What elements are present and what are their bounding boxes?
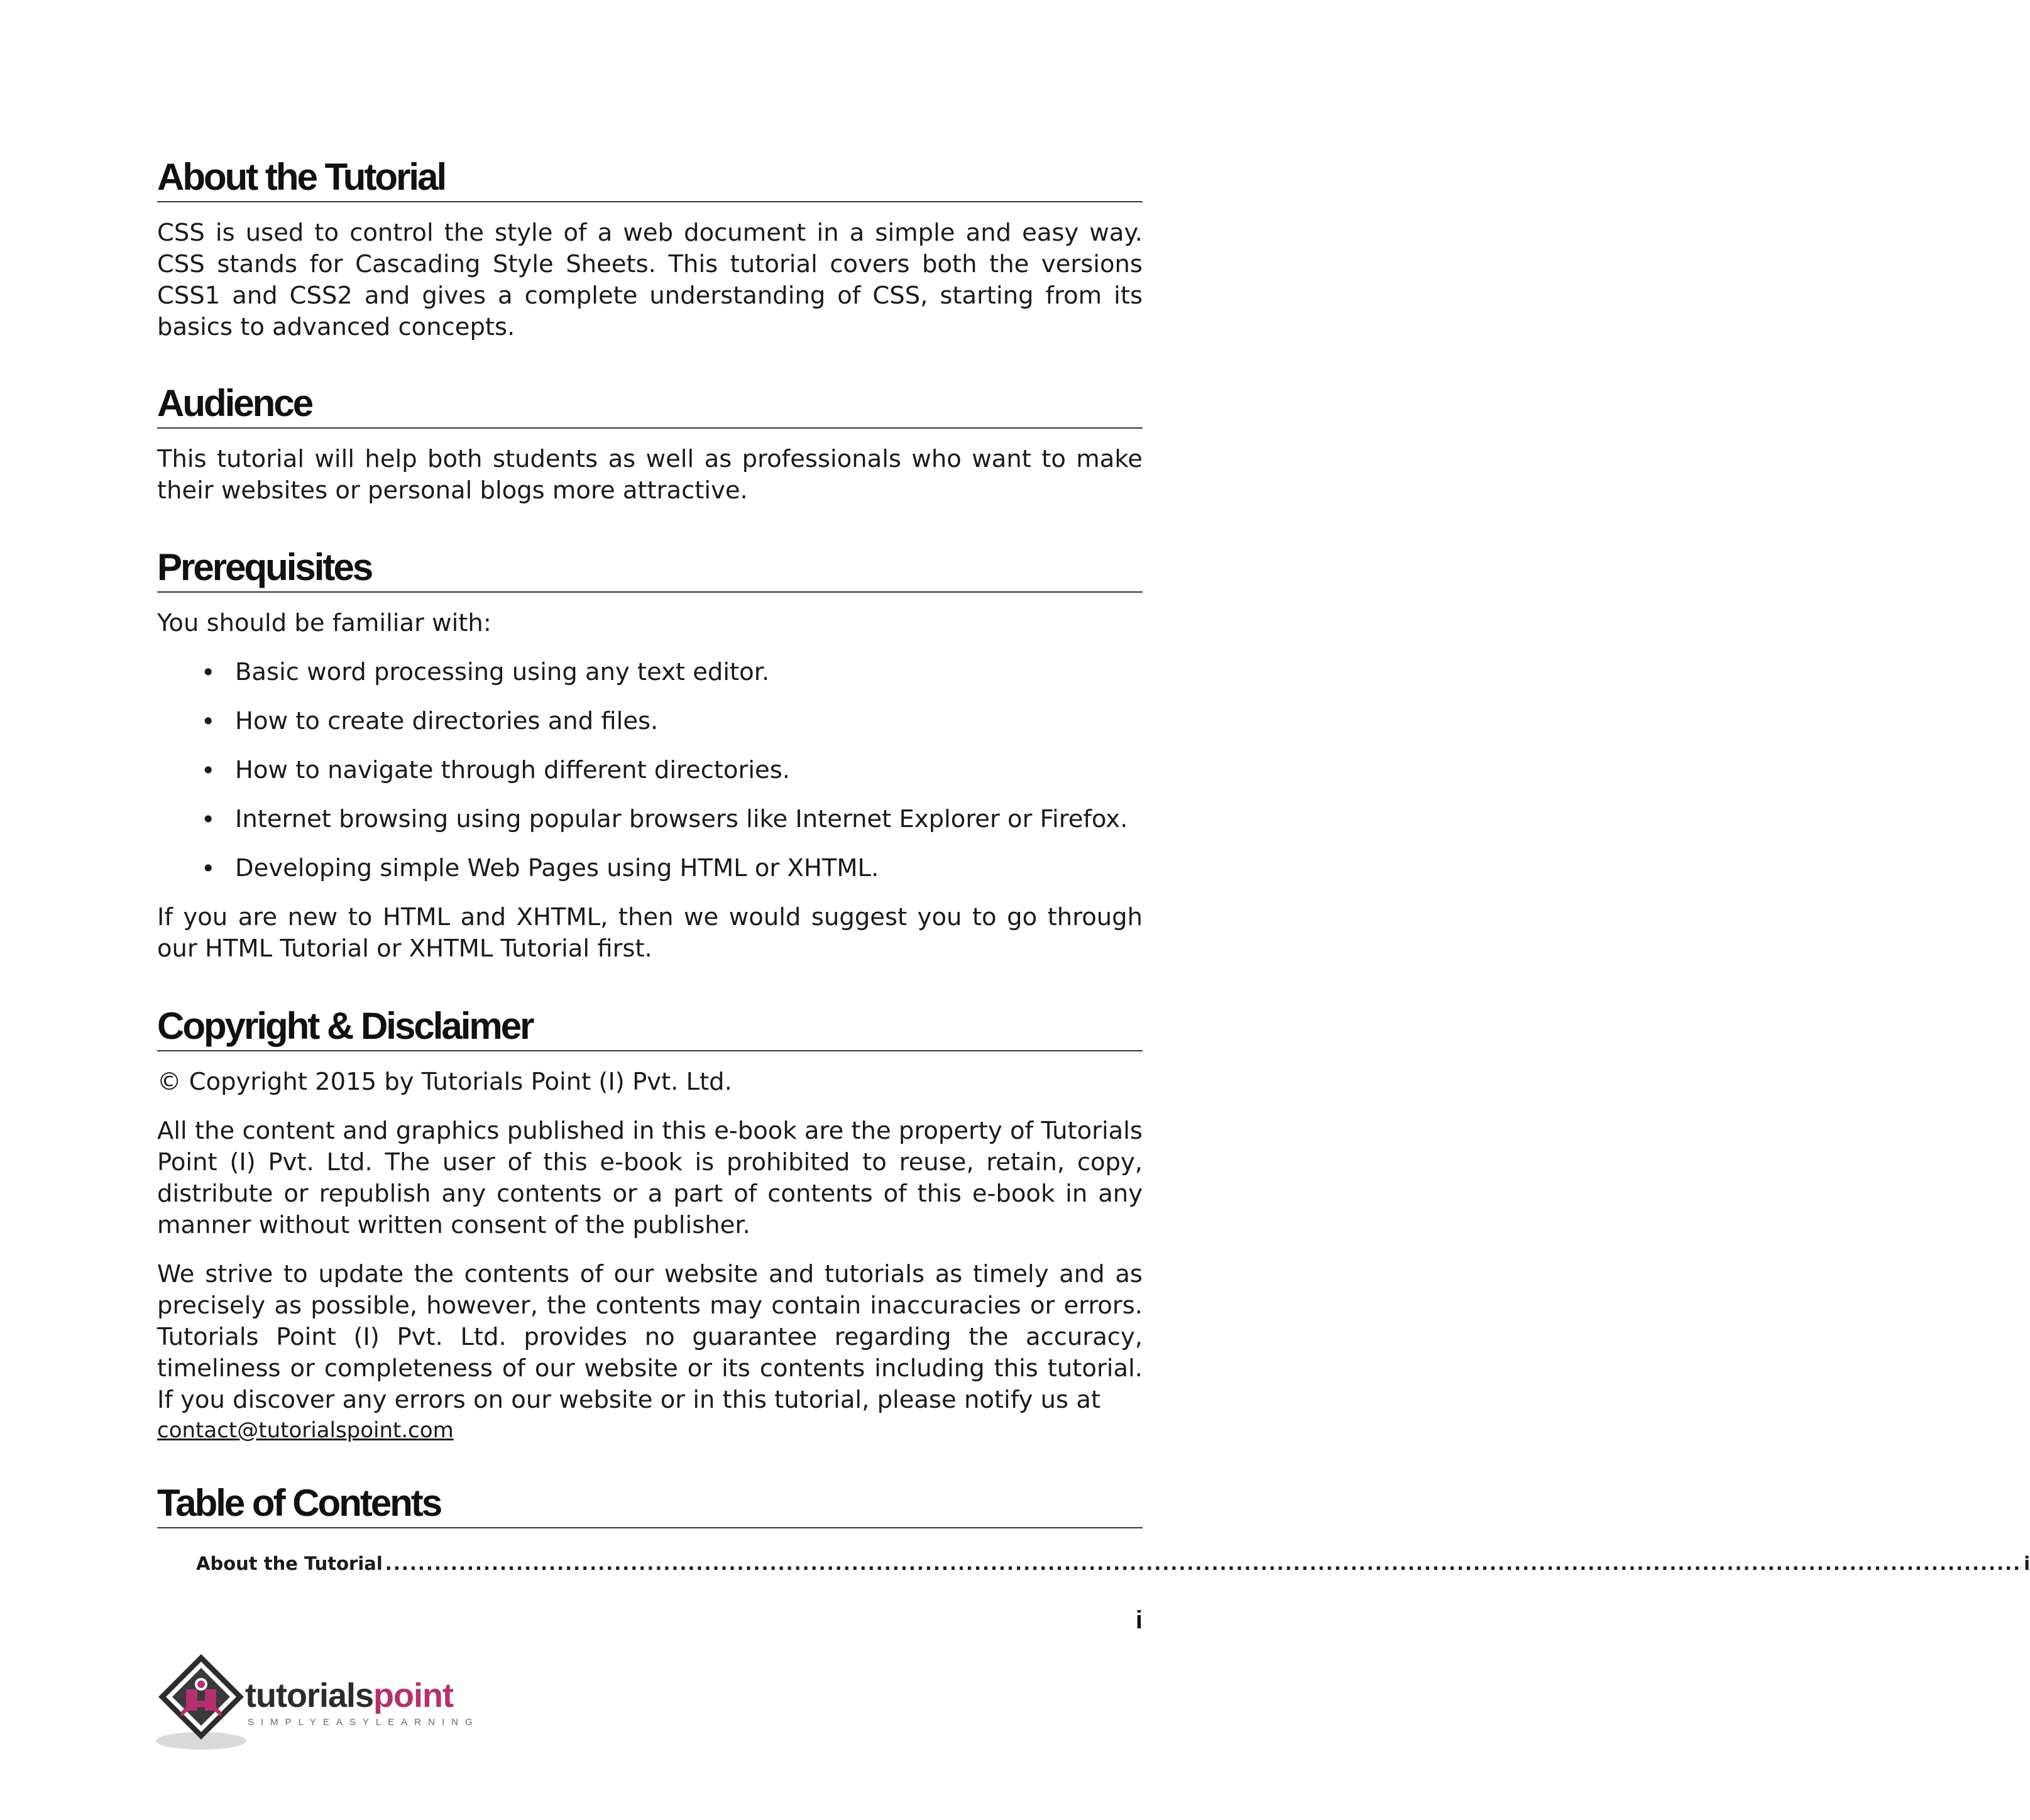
prerequisites-section bbox=[157, 545, 1143, 965]
about-section bbox=[157, 155, 1143, 343]
prerequisites-list bbox=[157, 657, 1143, 884]
logo-word-tutorials: tutorials bbox=[245, 1677, 374, 1714]
list-item-text: How to create directories and files. bbox=[235, 707, 659, 735]
list-item-text: Developing simple Web Pages using HTML or XHTML. bbox=[235, 854, 879, 882]
bullet-icon: • bbox=[201, 708, 216, 735]
bullet-icon: • bbox=[201, 757, 216, 784]
copyright-line: © Copyright 2015 by Tutorials Point (I) Pvt. Ltd. bbox=[157, 1068, 732, 1096]
copyright-para-1: All the content and graphics published in this e-book are the property of Tutorials Point (I) Pvt. Ltd. The user of this e-book is prohibited to reuse, retain, copy, distribute or republish any contents or a part of contents of this e-book in any manner without written consent of the publisher. bbox=[157, 1117, 1143, 1239]
prerequisites-intro: You should be familiar with: bbox=[157, 609, 491, 637]
copyright-para-2: We strive to update the contents of our website and tutorials as timely and as precisely as possible, however, the contents may contain inaccuracies or errors. Tutorials Point (I) Pvt. Ltd. provides no guarantee regarding the accuracy, timeliness or completeness of our website or its contents including this tutorial. If you discover any errors on our website or in this tutorial, please notify us at bbox=[157, 1260, 1143, 1414]
toc-entry-page: i bbox=[2024, 1553, 2030, 1574]
toc-entry-label: About the Tutorial bbox=[196, 1553, 383, 1574]
bullet-icon: • bbox=[201, 659, 216, 686]
bullet-icon: • bbox=[201, 806, 216, 833]
list-item bbox=[157, 853, 1143, 884]
about-text: CSS is used to control the style of a web document in a simple and easy way. CSS stands for Cascading Style Sheets. This tutorial covers both the versions CSS1 and CSS2 and gives a complete understanding of CSS, starting from its basics to advanced concepts. bbox=[157, 219, 1143, 341]
list-item-text: How to navigate through different directories. bbox=[235, 756, 791, 784]
about-title: About the Tutorial bbox=[157, 155, 1143, 202]
list-item bbox=[157, 804, 1143, 835]
copyright-title: Copyright & Disclaimer bbox=[157, 1004, 1143, 1051]
logo-emblem-icon bbox=[156, 1652, 250, 1752]
prerequisites-outro: If you are new to HTML and XHTML, then we would suggest you to go through our HTML Tutorial or XHTML Tutorial first. bbox=[157, 903, 1143, 963]
logo-wordmark bbox=[245, 1677, 453, 1714]
bullet-icon: • bbox=[201, 855, 216, 882]
list-item bbox=[157, 657, 1143, 688]
toc-section bbox=[157, 1481, 2030, 1576]
audience-text: This tutorial will help both students as well as professionals who want to make their websites or personal blogs more attractive. bbox=[157, 445, 1143, 505]
prerequisites-title: Prerequisites bbox=[157, 545, 1143, 593]
list-item-text: Basic word processing using any text editor. bbox=[235, 658, 770, 686]
logo-word-point: point bbox=[373, 1677, 453, 1714]
list-item bbox=[157, 706, 1143, 737]
contact-email-link[interactable]: contact@tutorialspoint.com bbox=[157, 1418, 454, 1443]
tutorialspoint-logo bbox=[156, 1652, 483, 1752]
audience-title: Audience bbox=[157, 381, 1143, 429]
list-item bbox=[157, 755, 1143, 786]
toc-leader: ........................................................................................................................................................................................................ bbox=[385, 1553, 2022, 1574]
page-number: i bbox=[1135, 1606, 1143, 1634]
toc-title: Table of Contents bbox=[157, 1481, 1143, 1528]
logo-tagline: SIMPLYEASYLEARNING bbox=[248, 1717, 480, 1728]
copyright-section bbox=[157, 1004, 1143, 1445]
toc-entry[interactable] bbox=[157, 1551, 2030, 1576]
list-item-text: Internet browsing using popular browsers like Internet Explorer or Firefox. bbox=[235, 805, 1128, 833]
audience-section bbox=[157, 381, 1143, 507]
